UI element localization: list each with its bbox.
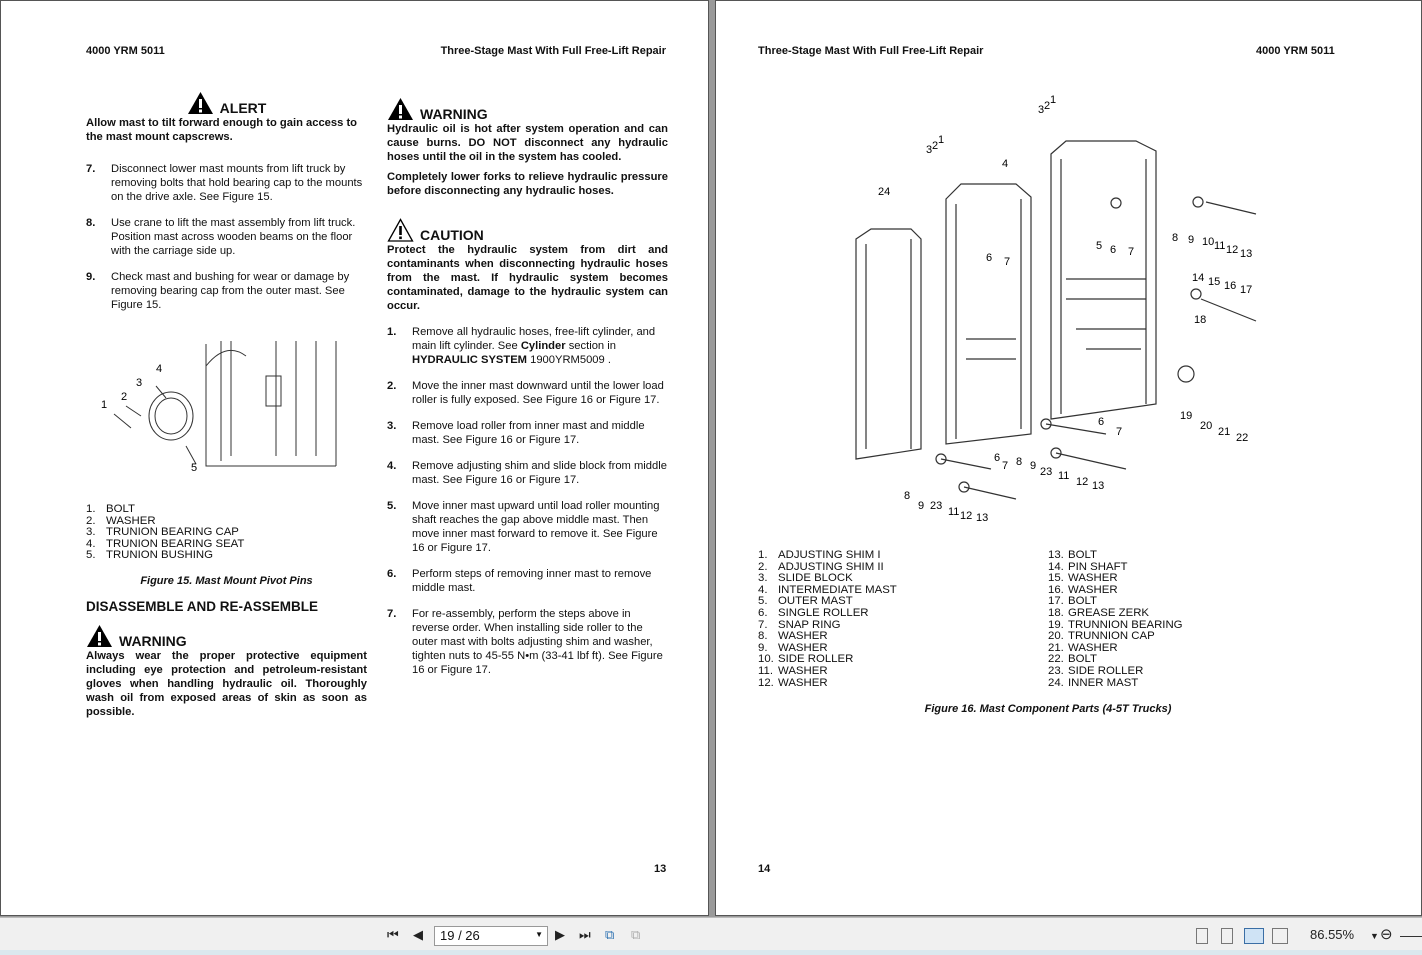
figure-callout: 2: [121, 391, 128, 403]
figure-callout: 5: [191, 462, 198, 474]
figure-callout: 8: [904, 490, 911, 502]
zoom-level[interactable]: 86.55%: [1310, 927, 1355, 942]
step-text-part: Remove all hydraulic hoses, free-lift cylinder, and main lift cylinder. See: [412, 326, 656, 352]
step-number: 1.: [387, 326, 397, 338]
continuous-facing-icon[interactable]: [1272, 928, 1288, 944]
right-column: [387, 97, 668, 689]
legend-item: [1048, 666, 1183, 678]
legend-label: TRUNNION BEARING: [1068, 618, 1183, 631]
legend-number: 17.: [1048, 595, 1064, 608]
zoom-out-icon[interactable]: ⊖: [1380, 926, 1393, 943]
last-page-icon[interactable]: ⏭: [579, 927, 591, 942]
list-item: [387, 325, 668, 367]
page-number: 14: [758, 863, 771, 875]
step-text: Move inner mast upward until load roller mounting shaft reaches the gap above middle mast. Then move inner mast forward to remove it. See Figure 16 or Figure 17.: [412, 500, 660, 554]
caution-text: Protect the hydraulic system from dirt and contaminants when disconnecting hydraulic hoses from the mast. If hydraulic system becomes contaminated, damage to the hydraulic system can occur.: [387, 244, 668, 312]
figure-callout: 9: [1030, 460, 1037, 472]
legend-item: [86, 504, 367, 516]
legend-number: 24.: [1048, 676, 1064, 689]
legend-item: [1048, 631, 1183, 643]
legend-label: TRUNION BEARING CAP: [106, 526, 239, 539]
legend-label: WASHER: [778, 664, 828, 677]
figure-callout: 12: [1076, 476, 1089, 488]
figure-callout: 17: [1240, 284, 1253, 296]
bottom-toolbar: [0, 917, 1422, 955]
step-number: 7.: [387, 608, 397, 620]
steps-list-b: [387, 325, 668, 677]
status-strip: [0, 950, 1422, 955]
legend-number: 15.: [1048, 572, 1064, 585]
legend-number: 22.: [1048, 653, 1064, 666]
legend-label: WASHER: [1068, 583, 1118, 596]
alert-text: Allow mast to tilt forward enough to gain access to the mast mount capscrews.: [86, 117, 358, 143]
figure-callout: 11: [948, 506, 960, 518]
caution-heading: [387, 218, 668, 242]
figure-callout: 11: [1214, 240, 1226, 252]
step-number: 9.: [86, 271, 96, 283]
warning-icon: [86, 624, 113, 648]
legend-number: 16.: [1048, 583, 1064, 596]
legend-number: 7.: [758, 618, 768, 631]
list-item: [387, 499, 668, 555]
legend-label: WASHER: [778, 630, 828, 643]
figure-callout: 6: [1098, 416, 1105, 428]
legend-item: [1048, 678, 1183, 690]
step-text: Remove load roller from inner mast and middle mast. See Figure 16 or Figure 17.: [412, 420, 645, 446]
figure-16-legend-col1: [758, 550, 897, 689]
list-item: [86, 216, 367, 258]
warning-heading-1: [387, 97, 668, 121]
figure-callout: 7: [1002, 460, 1009, 472]
zoom-slider[interactable]: [1400, 936, 1422, 937]
warning-heading-2: [86, 624, 367, 648]
figure-callout: 11: [1058, 470, 1070, 482]
right-page: [715, 0, 1422, 916]
figure-callout: 13: [1092, 480, 1105, 492]
figure-callout: 21: [1218, 426, 1231, 438]
list-item: [387, 567, 668, 595]
warning-text: Hydraulic oil is hot after system operation and can cause burns. DO NOT disconnect any hydraulic hoses until the oil in the system has cooled.: [387, 123, 668, 163]
legend-number: 23.: [1048, 664, 1064, 677]
warning-title: WARNING: [420, 106, 488, 122]
figure-callout: 1: [938, 134, 945, 146]
step-text: [412, 325, 668, 367]
figure-15-drawing: [96, 336, 356, 486]
warning-text: Completely lower forks to relieve hydraulic pressure before disconnecting any hydraulic hoses.: [387, 171, 668, 197]
figure-callout: 22: [1236, 432, 1249, 444]
step-number: 2.: [387, 380, 397, 392]
header-doc-id: 4000 YRM 5011: [1256, 45, 1335, 57]
figure-callout: 2: [932, 140, 939, 152]
legend-label: INTERMEDIATE MAST: [778, 583, 897, 596]
caution-icon: [387, 218, 414, 242]
legend-number: 12.: [758, 676, 774, 689]
legend-number: 3.: [758, 572, 768, 585]
legend-label: TRUNION BEARING SEAT: [106, 537, 245, 550]
figure-callout: 23: [930, 500, 943, 512]
legend-label: GREASE ZERK: [1068, 606, 1150, 619]
figure-callout: 3: [136, 377, 143, 389]
step-text-part: section in: [565, 340, 616, 352]
step-text: For re-assembly, perform the steps above in reverse order. When installing side roller to the outer mast with bolts adjusting shim and washer, tighten nuts to 45-55 N•m (33-41 lbf ft). See Figure 16 or Figure 17.: [412, 608, 663, 676]
legend-label: SIDE ROLLER: [778, 653, 854, 666]
figure-callout: 14: [1192, 272, 1205, 284]
figure-callout: 4: [1002, 158, 1009, 170]
legend-number: 1.: [758, 549, 768, 561]
figure-callout: 7: [1004, 256, 1011, 268]
legend-label: TRUNION BUSHING: [106, 549, 213, 562]
figure-callout: 8: [1016, 456, 1023, 468]
legend-item: [86, 550, 367, 562]
page-number: 13: [654, 863, 667, 875]
legend-number: 14.: [1048, 560, 1064, 573]
legend-label: ADJUSTING SHIM I: [778, 549, 881, 561]
figure-16-legend-col2: [1048, 550, 1183, 689]
legend-number: 21.: [1048, 641, 1064, 654]
legend-number: 5.: [758, 595, 768, 608]
figure-callout: 1: [101, 399, 108, 411]
figure-callout: 23: [1040, 466, 1053, 478]
header-title: Three-Stage Mast With Full Free-Lift Repair: [758, 45, 984, 57]
legend-number: 3.: [86, 526, 96, 539]
figure-callout: 8: [1172, 232, 1179, 244]
step-number: 6.: [387, 568, 397, 580]
figure-15-caption: Figure 15. Mast Mount Pivot Pins: [140, 574, 313, 587]
figure-callout: 12: [960, 510, 973, 522]
legend-label: BOLT: [106, 503, 135, 515]
figure-callout: 1: [1050, 94, 1057, 106]
legend-label: SNAP RING: [778, 618, 841, 631]
figure-callout: 24: [878, 186, 891, 198]
legend-number: 9.: [758, 641, 768, 654]
figure-callout: 3: [1038, 104, 1045, 116]
legend-number: 18.: [1048, 606, 1064, 619]
legend-label: WASHER: [1068, 641, 1118, 654]
figure-callout: 6: [994, 452, 1001, 464]
list-item: [86, 270, 367, 312]
legend-label: ADJUSTING SHIM II: [778, 560, 884, 573]
continuous-icon[interactable]: [1221, 928, 1233, 944]
alert-icon: [187, 91, 214, 115]
legend-number: 4.: [758, 583, 768, 596]
page-number-input[interactable]: [434, 926, 548, 946]
step-text: Remove adjusting shim and slide block from middle mast. See Figure 16 or Figure 17.: [412, 460, 667, 486]
warning-title: WARNING: [119, 632, 187, 649]
step-number: 8.: [86, 217, 96, 229]
step-number: 7.: [86, 163, 96, 175]
figure-15-legend: [86, 504, 367, 562]
warning-icon: [387, 97, 414, 121]
legend-number: 11.: [758, 664, 773, 677]
next-view-icon[interactable]: ⧉: [631, 927, 641, 942]
previous-view-icon[interactable]: ⧉: [605, 927, 615, 942]
legend-label: BOLT: [1068, 549, 1097, 561]
legend-label: BOLT: [1068, 653, 1097, 666]
legend-number: 8.: [758, 630, 768, 643]
legend-item: [758, 678, 897, 690]
list-item: [86, 162, 367, 204]
step-text-part: 1900YRM5009 .: [527, 354, 611, 366]
figure-callout: 20: [1200, 420, 1213, 432]
figure-callout: 9: [918, 500, 925, 512]
bold-term: HYDRAULIC SYSTEM: [412, 354, 527, 366]
step-text: Move the inner mast downward until the lower load roller is fully exposed. See Figure 16 or Figure 17.: [412, 380, 664, 406]
legend-number: 19.: [1048, 618, 1064, 631]
figure-callout: 3: [926, 144, 933, 156]
legend-number: 6.: [758, 606, 768, 619]
legend-number: 2.: [758, 560, 768, 573]
legend-label: SLIDE BLOCK: [778, 572, 853, 585]
figure-16-caption: Figure 16. Mast Component Parts (4-5T Trucks): [924, 703, 1172, 715]
alert-title: ALERT: [219, 100, 267, 116]
legend-label: WASHER: [106, 514, 156, 527]
next-page-icon[interactable]: ▶: [555, 927, 565, 942]
legend-number: 10.: [758, 653, 774, 666]
header-doc-id: 4000 YRM 5011: [86, 45, 165, 57]
figure-callout: 15: [1208, 276, 1221, 288]
legend-number: 4.: [86, 537, 96, 550]
legend-item: [758, 666, 897, 678]
legend-number: 2.: [86, 514, 96, 527]
legend-item: [758, 608, 897, 620]
figure-callout: 6: [986, 252, 993, 264]
figure-callout: 7: [1116, 426, 1123, 438]
legend-label: PIN SHAFT: [1068, 560, 1128, 573]
figure-callout: 4: [156, 363, 163, 375]
figure-callout: 2: [1044, 100, 1051, 112]
list-item: [387, 459, 668, 487]
step-text: Perform steps of removing inner mast to remove middle mast.: [412, 568, 652, 594]
steps-list-a: [86, 162, 367, 312]
legend-label: WASHER: [778, 676, 828, 689]
first-page-icon[interactable]: ⏮: [387, 927, 399, 942]
legend-label: OUTER MAST: [778, 595, 853, 608]
alert-heading: [86, 91, 367, 115]
legend-label: WASHER: [1068, 572, 1118, 585]
left-page: [0, 0, 709, 916]
figure-callout: 13: [976, 512, 989, 524]
page-number-value: 19 / 26: [440, 928, 480, 943]
figure-callout: 5: [1096, 240, 1103, 252]
figure-callout: 13: [1240, 248, 1253, 260]
legend-number: 13.: [1048, 549, 1064, 561]
step-number: 3.: [387, 420, 397, 432]
legend-item: [1048, 550, 1183, 562]
figure-callout: 16: [1224, 280, 1237, 292]
left-column: [86, 91, 367, 725]
legend-item: [758, 550, 897, 562]
figure-callout: 18: [1194, 314, 1207, 326]
section-heading: DISASSEMBLE AND RE-ASSEMBLE: [86, 598, 319, 614]
legend-item: [1048, 608, 1183, 620]
legend-label: SIDE ROLLER: [1068, 664, 1144, 677]
header-title: Three-Stage Mast With Full Free-Lift Repair: [440, 45, 666, 57]
step-text: Disconnect lower mast mounts from lift truck by removing bolts that hold bearing cap to the mounts on the drive axle. See Figure 15.: [111, 163, 363, 203]
figure-callout: 12: [1226, 244, 1239, 256]
list-item: [387, 419, 668, 447]
step-number: 5.: [387, 500, 397, 512]
zoom-dropdown-icon[interactable]: ▼: [1370, 931, 1379, 941]
prev-page-icon[interactable]: ◀: [413, 927, 423, 942]
legend-label: BOLT: [1068, 595, 1097, 608]
list-item: [387, 607, 668, 677]
list-item: [387, 379, 668, 407]
step-number: 4.: [387, 460, 397, 472]
legend-label: TRUNNION CAP: [1068, 630, 1155, 643]
legend-item: [758, 631, 897, 643]
bold-term: Cylinder: [520, 340, 566, 352]
legend-number: 20.: [1048, 630, 1064, 643]
facing-icon[interactable]: [1244, 928, 1264, 944]
figure-callout: 19: [1180, 410, 1193, 422]
step-text: Use crane to lift the mast assembly from lift truck. Position mast across wooden beams on the floor with the carriage side up.: [111, 217, 356, 257]
figure-callout: 9: [1188, 234, 1195, 246]
legend-label: SINGLE ROLLER: [778, 606, 869, 619]
chevron-down-icon[interactable]: ▼: [535, 930, 543, 939]
legend-number: 1.: [86, 503, 96, 515]
step-text: Check mast and bushing for wear or damage by removing bearing cap from the outer mast. See Figure 15.: [111, 271, 350, 311]
single-page-icon[interactable]: [1196, 928, 1208, 944]
caution-title: CAUTION: [420, 227, 484, 243]
warning-text: Always wear the proper protective equipment including eye protection and petroleum-resistant gloves when handling hydraulic oil. Thoroughly wash oil from exposed areas of skin as soon as possible.: [86, 649, 367, 718]
legend-label: INNER MAST: [1068, 676, 1139, 689]
figure-16-drawing: [826, 89, 1266, 529]
legend-label: WASHER: [778, 641, 828, 654]
figure-callout: 10: [1202, 236, 1215, 248]
figure-callout: 6: [1110, 244, 1117, 256]
legend-number: 5.: [86, 549, 96, 562]
figure-callout: 7: [1128, 246, 1135, 258]
